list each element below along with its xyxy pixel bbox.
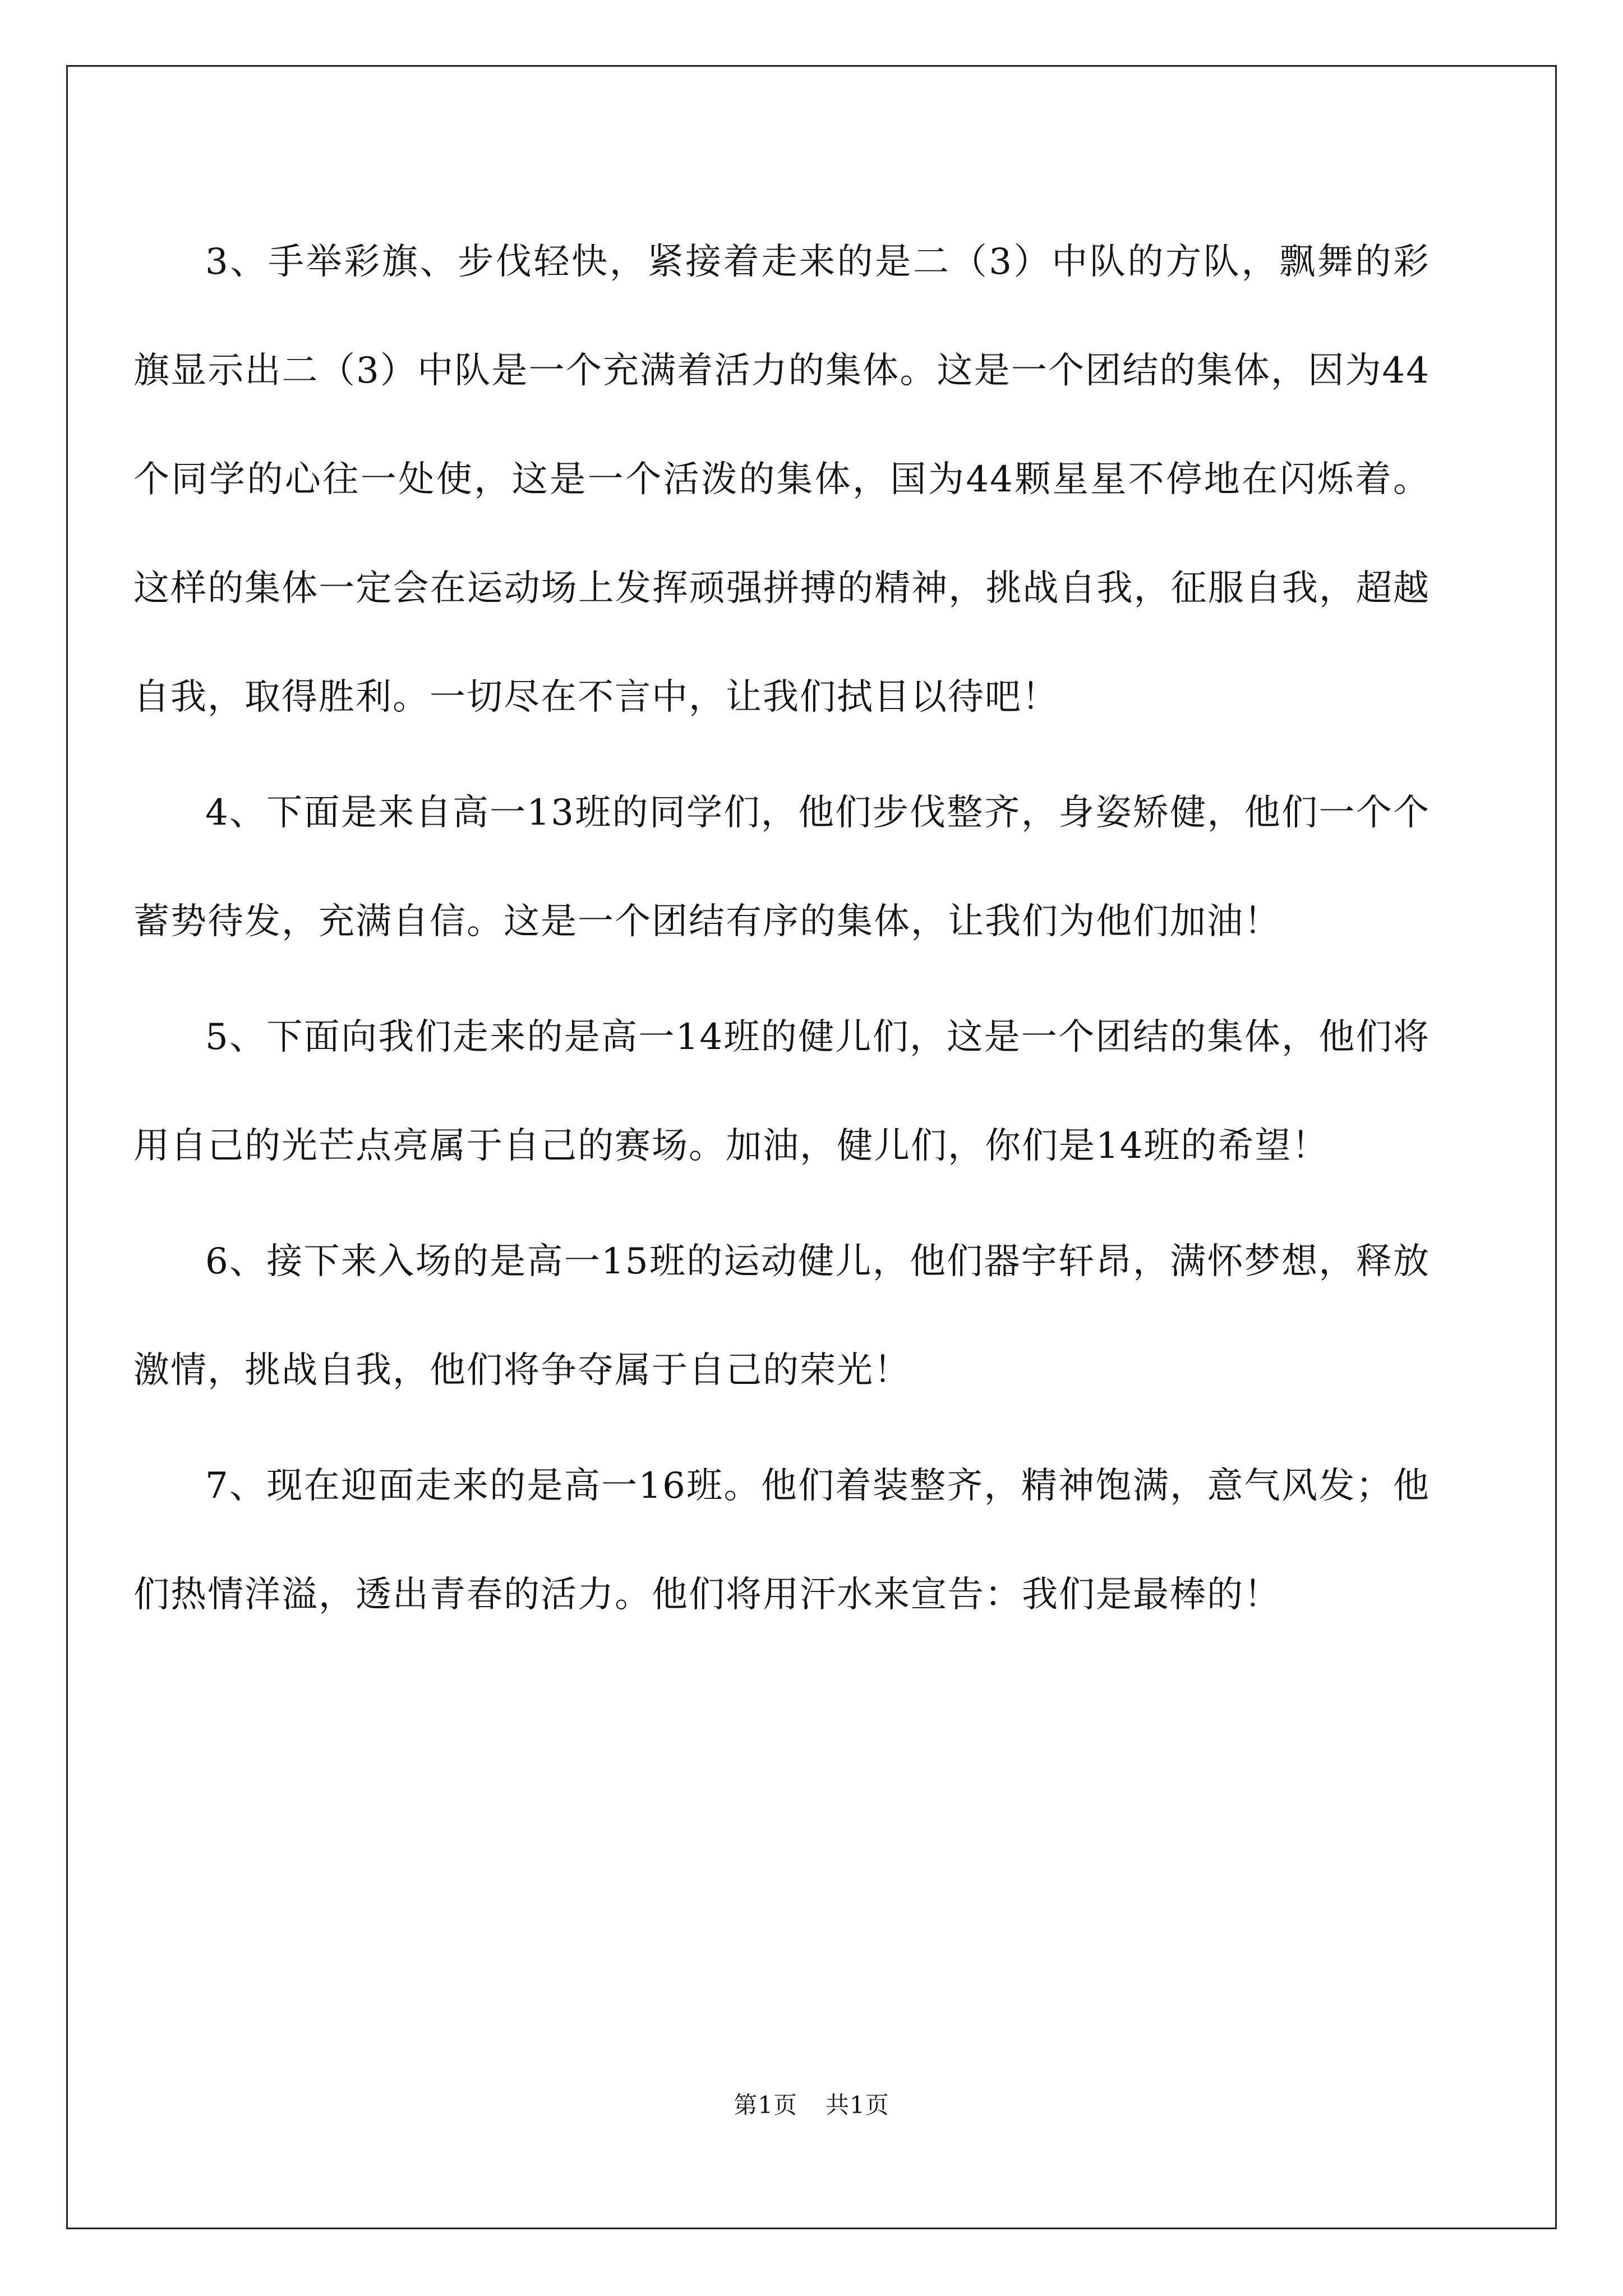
paragraph-4: 4、下面是来自高一13班的同学们，他们步伐整齐，身姿矫健，他们一个个蓄势待发，充满自信。这是一个团结有序的集体，让我们为他们加油！ [133,792,1430,942]
page-number-total: 共1页 [826,2091,889,2119]
paragraph-5: 5、下面向我们走来的是高一14班的健儿们，这是一个团结的集体，他们将用自己的光芒点亮属于自己的赛场。加油，健儿们，你们是14班的希望！ [133,1016,1430,1167]
paragraph-6: 6、接下来入场的是高一15班的运动健儿，他们器宇轩昂，满怀梦想，释放激情，挑战自我，他们将争夺属于自己的荣光！ [133,1241,1430,1391]
paragraph-3: 3、手举彩旗、步伐轻快，紧接着走来的是二（3）中队的方队，飘舞的彩旗显示出二（3）中队是一个充满着活力的集体。这是一个团结的集体，因为44个同学的心往一处使，这是一个活泼的集体，国为44颗星星不停地在闪烁着。这样的集体一定会在运动场上发挥顽强拼搏的精神，挑战自我，征服自我，超越自我，取得胜利。一切尽在不言中，让我们拭目以待吧！ [133,241,1430,718]
document-body [133,208,1430,1656]
page-footer [0,2087,1623,2120]
paragraph-7: 7、现在迎面走来的是高一16班。他们着装整齐，精神饱满，意气风发；他们热情洋溢，透出青春的活力。他们将用汗水来宣告：我们是最棒的！ [133,1465,1430,1616]
page-number-current: 第1页 [734,2091,797,2119]
